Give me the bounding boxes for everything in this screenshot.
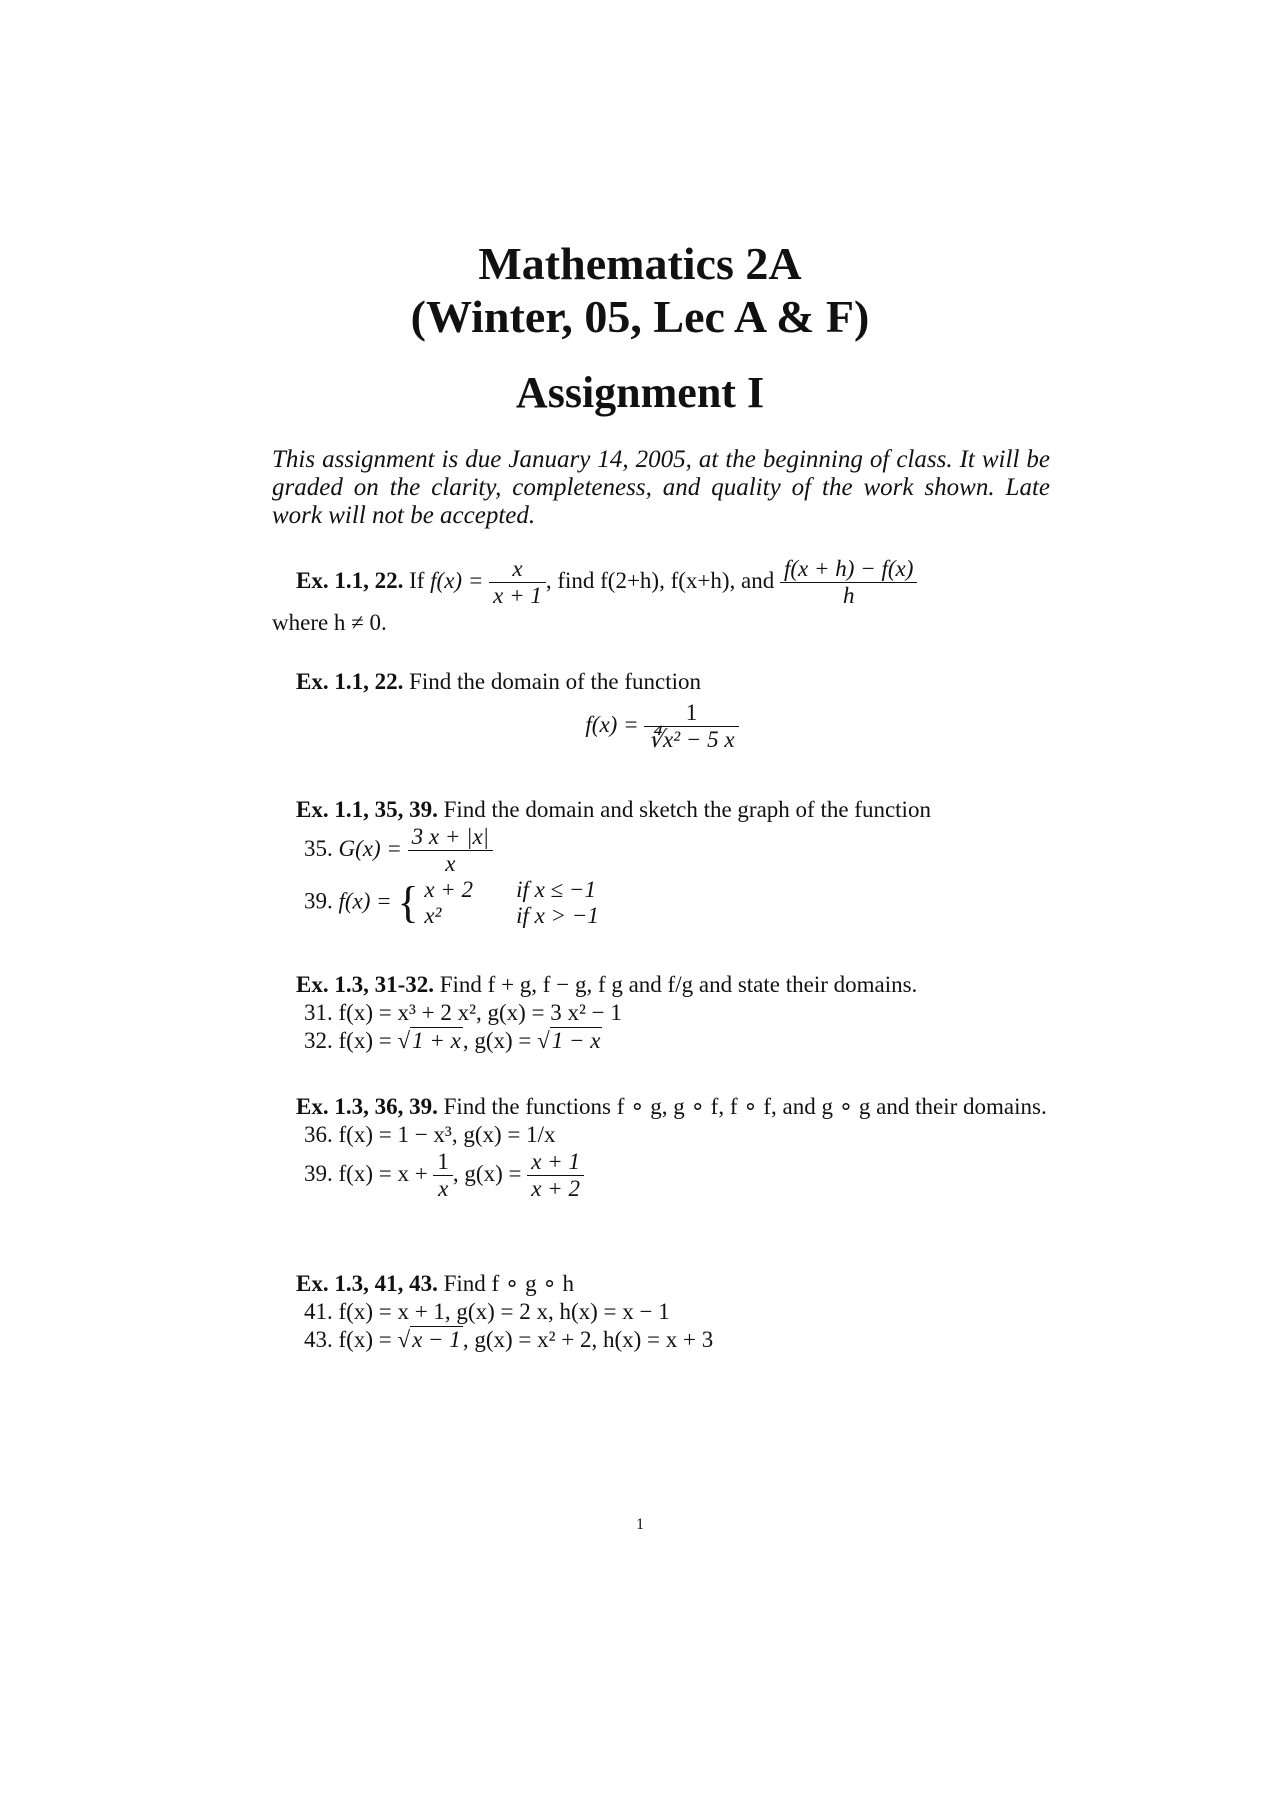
case-expression: x + 2 (424, 877, 474, 902)
numerator: 1 (433, 1149, 453, 1176)
exercise-6 (272, 1270, 1052, 1354)
term-subtitle: (Winter, 05, Lec A & F) (410, 291, 870, 342)
item-36: 36. f(x) = 1 − x³, g(x) = 1/x (304, 1122, 556, 1147)
item-31: 31. f(x) = x³ + 2 x², g(x) = 3 x² − 1 (304, 1000, 622, 1025)
exercise-label: Ex. 1.1, 22. (296, 669, 404, 694)
function-lhs: G(x) = (338, 835, 402, 861)
item-number: 39. (304, 888, 333, 914)
exercise-label: Ex. 1.1, 35, 39. (296, 797, 438, 822)
item-number: 35. (304, 835, 333, 861)
function-lhs: f(x) = (338, 888, 392, 914)
exercise-label: Ex. 1.3, 31-32. (296, 972, 434, 997)
denominator: x (445, 851, 456, 876)
fraction (644, 700, 738, 753)
piecewise-cases (424, 877, 599, 929)
item-text: , g(x) = (462, 1028, 538, 1053)
item-text: 32. f(x) = (304, 1028, 398, 1053)
exercise-label: Ex. 1.3, 41, 43. (296, 1271, 438, 1296)
assignment-title: Assignment I (515, 368, 765, 417)
item-43: 43. f(x) = √x − 1, g(x) = x² + 2, h(x) = x + 3 (304, 1327, 714, 1352)
sqrt-radicand: 1 + x (412, 1028, 461, 1053)
case-condition: if x > −1 (516, 903, 599, 928)
sqrt-radicand: x − 1 (412, 1327, 461, 1352)
sqrt-radicand: 1 − x (551, 1028, 601, 1053)
numerator: 1 (644, 700, 738, 727)
exercise-text: , find f(2+h), f(x+h), and (545, 567, 775, 593)
fraction (433, 1149, 453, 1202)
exercise-text: where h ≠ 0. (272, 610, 387, 635)
numerator: 3 x + |x| (408, 824, 493, 851)
case-condition: if x ≤ −1 (516, 877, 596, 902)
denominator: x + 2 (531, 1176, 580, 1201)
exercise-text: Find the functions f ∘ g, g ∘ f, f ∘ f, and g ∘ g and their domains. (443, 1094, 1047, 1119)
fraction (408, 824, 493, 877)
denominator: h (842, 583, 855, 608)
item-text: 43. f(x) = (304, 1327, 398, 1352)
exercise-label: Ex. 1.3, 36, 39. (296, 1094, 438, 1119)
numerator: x (489, 556, 546, 583)
function-lhs: f(x) = (430, 567, 484, 593)
function-lhs: f(x) = (585, 711, 639, 737)
exercise-text: Find f ∘ g ∘ h (443, 1271, 574, 1296)
exercise-2 (272, 668, 1052, 753)
left-brace: { (397, 878, 419, 927)
denominator: x + 1 (493, 583, 542, 608)
item-text: , g(x) = (452, 1160, 528, 1186)
item-41: 41. f(x) = x + 1, g(x) = 2 x, h(x) = x − 1 (304, 1299, 670, 1324)
item-39 (272, 1149, 1052, 1202)
exercise-label: Ex. 1.1, 22. (296, 567, 404, 593)
item-text: , g(x) = x² + 2, h(x) = x + 3 (462, 1327, 714, 1352)
exercise-text: Find the domain and sketch the graph of the function (443, 797, 931, 822)
fraction (527, 1149, 584, 1202)
fraction (489, 556, 546, 609)
item-32: 32. f(x) = √1 + x, g(x) = √1 − x (304, 1028, 601, 1053)
denominator: x (438, 1176, 449, 1201)
exercise-1 (272, 556, 1052, 637)
course-title: Mathematics 2A (478, 238, 802, 289)
case-expression: x² (424, 903, 442, 928)
difference-quotient (780, 556, 917, 609)
exercise-text: Find the domain of the function (409, 669, 702, 694)
exercise-text: Find f + g, f − g, f g and f/g and state their domains. (439, 972, 918, 997)
exercise-text: If (409, 567, 431, 593)
intro-paragraph: This assignment is due January 14, 2005, at the beginning of class. It will be graded on the clarity, completeness, and quality of the work shown. Late work will not be accepted. (272, 446, 1050, 529)
item-text: 39. f(x) = x + (304, 1160, 434, 1186)
numerator: x + 1 (527, 1149, 584, 1176)
denominator: ∜x² − 5 x (648, 727, 735, 752)
exercise-5 (272, 1093, 1052, 1202)
page-number: 1 (636, 1516, 644, 1533)
numerator: f(x + h) − f(x) (780, 556, 917, 583)
exercise-3 (272, 796, 1052, 929)
exercise-4 (272, 971, 1052, 1055)
